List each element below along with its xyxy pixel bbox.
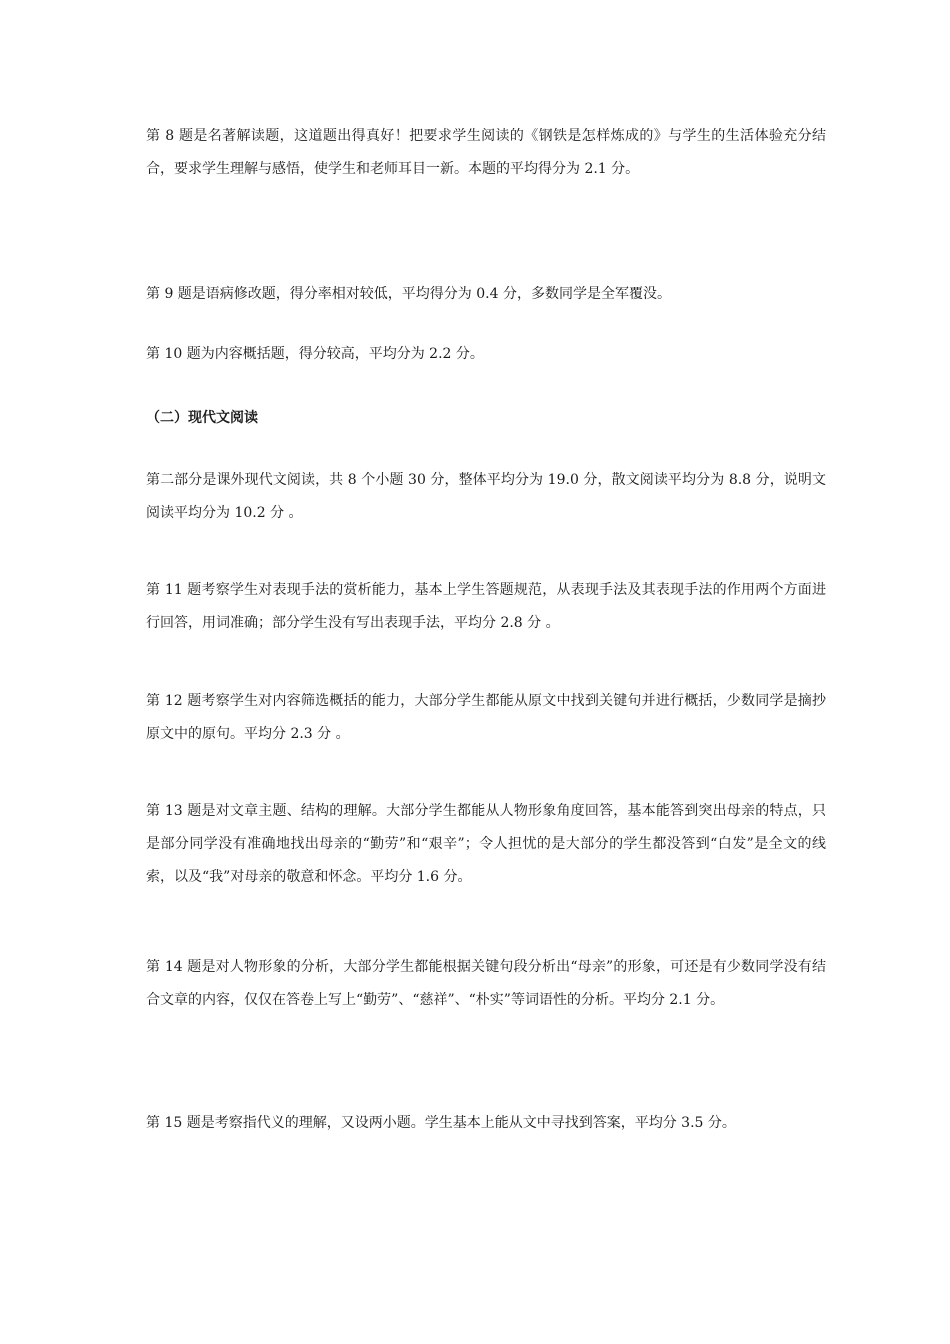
paragraph-q15: 第 15 题是考察指代义的理解，又设两小题。学生基本上能从文中寻找到答案，平均分 3.5 分。: [146, 1115, 736, 1131]
section-heading-modern-reading: （二）现代文阅读: [146, 410, 258, 426]
paragraph-q9: 第 9 题是语病修改题，得分率相对较低，平均得分为 0.4 分，多数同学是全军覆没。: [146, 286, 671, 302]
paragraph-q13: 第 13 题是对文章主题、结构的理解。大部分学生都能从人物形象角度回答，基本能答到突出母亲的特点，只是部分同学没有准确地找出母亲的“勤劳”和“艰辛”；令人担忧的是大部分的学生都没答到“白发”是全文的线索，以及“我”对母亲的敬意和怀念。平均分 1.6 分。: [146, 803, 826, 885]
paragraph-q11: 第 11 题考察学生对表现手法的赏析能力，基本上学生答题规范，从表现手法及其表现手法的作用两个方面进行回答，用词准确；部分学生没有写出表现手法，平均分 2.8 分 。: [146, 582, 826, 631]
paragraph-part-two-summary: 第二部分是课外现代文阅读，共 8 个小题 30 分，整体平均分为 19.0 分，散文阅读平均分为 8.8 分，说明文阅读平均分为 10.2 分 。: [146, 472, 826, 521]
paragraph-q14: 第 14 题是对人物形象的分析，大部分学生都能根据关键句段分析出“母亲”的形象，可还是有少数同学没有结合文章的内容，仅仅在答卷上写上“勤劳”、“慈祥”、“朴实”等词语性的分析。平均分 2.1 分。: [146, 959, 826, 1008]
paragraph-q12: 第 12 题考察学生对内容筛选概括的能力，大部分学生都能从原文中找到关键句并进行概括，少数同学是摘抄原文中的原句。平均分 2.3 分 。: [146, 693, 826, 742]
paragraph-q8: 第 8 题是名著解读题，这道题出得真好！把要求学生阅读的《钢铁是怎样炼成的》与学生的生活体验充分结合，要求学生理解与感悟，使学生和老师耳目一新。本题的平均得分为 2.1 分。: [146, 128, 826, 177]
paragraph-q10: 第 10 题为内容概括题，得分较高，平均分为 2.2 分。: [146, 346, 484, 362]
